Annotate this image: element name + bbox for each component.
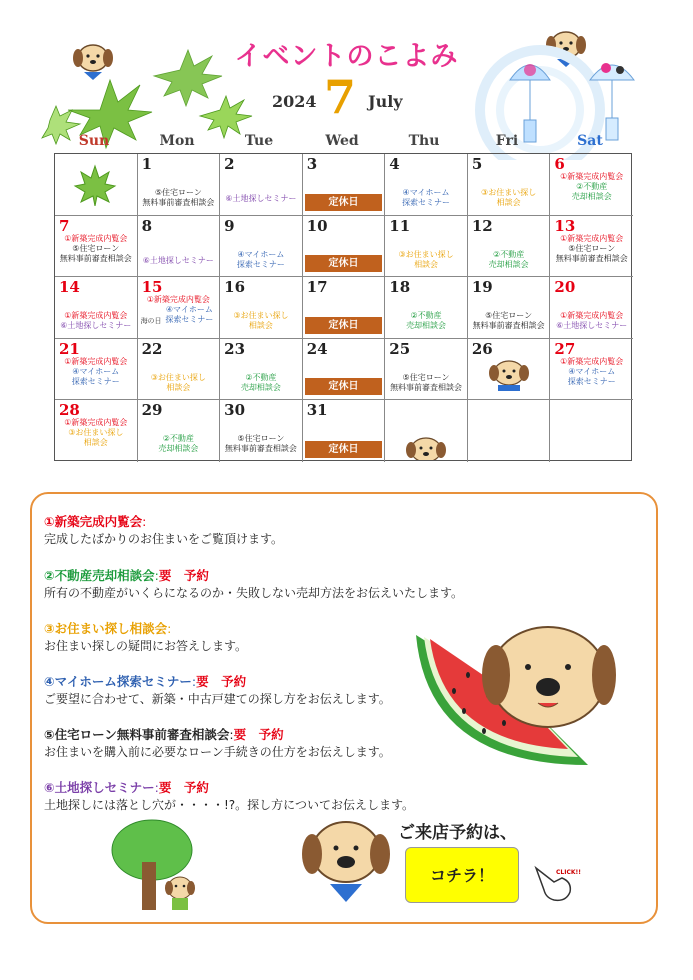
calendar-cell [550,216,633,278]
day-number: 23 [224,339,246,358]
legend-item-title [44,566,209,584]
day-number: 31 [306,401,328,420]
closed-day-badge: 定休日 [305,194,383,211]
closed-day-badge: 定休日 [305,378,383,395]
event-label: ③お住まい探し [398,249,454,259]
event-label: 相談会 [166,382,191,392]
event-label: 売却相談会 [488,259,529,269]
calendar-cell [385,216,468,278]
closed-day-badge: 定休日 [305,441,383,458]
day-number: 22 [141,339,163,358]
event-label: 無料事前審査相談会 [390,382,463,392]
calendar-cell [385,277,468,339]
legend-title-text: ④マイホーム探索セミナー [44,674,192,689]
day-number: 30 [224,401,246,420]
event-label: ⑤住宅ローン [402,372,450,382]
day-number: 12 [471,216,493,235]
calendar-cell [55,216,138,278]
legend-item-description: お住まいを購入前に必要なローン手続きの仕方をお伝えします。 [44,745,391,759]
calendar-cell [220,400,303,462]
event-label: 無料事前審査相談会 [142,198,215,207]
legend-title-text: ⑤住宅ローン無料事前審査相談会 [44,727,230,742]
day-number: 7 [59,216,70,235]
event-label: ⑥土地探しセミナー [556,321,628,331]
day-number: 28 [59,401,80,420]
event-label: ③お住まい探し [68,428,124,438]
weekday-thu: Thu [408,133,440,149]
legend-title-text: ⑥土地探しセミナー [44,780,155,795]
event-label: ①新築完成内覧会 [560,356,624,366]
calendar-cell [550,154,633,216]
event-label: ④マイホーム [237,249,285,259]
event-label: 無料事前審査相談会 [555,253,628,263]
event-label: ③お住まい探し [481,188,537,197]
closed-day-badge: 定休日 [305,255,383,272]
day-number: 20 [554,278,576,297]
pointing-hand-icon [532,860,578,906]
event-label: ②不動産 [576,182,608,191]
event-label: ①新築完成内覧会 [560,311,624,321]
event-label: ④マイホーム [568,366,616,376]
tree-dog-illustration [108,818,204,914]
calendar-cell [550,400,633,462]
calendar-cell [303,277,386,339]
calendar-cell [385,154,468,216]
reservation-required-label: 要 予約 [196,674,247,689]
reservation-dog-icon [300,810,392,910]
event-label: 相談会 [248,321,273,331]
day-number: 8 [141,216,152,235]
day-number: 24 [306,339,328,358]
reservation-required-label: 要 予約 [158,780,209,795]
legend-item-description: 完成したばかりのお住まいをご覧頂けます。 [44,532,284,546]
day-number: 29 [141,401,163,420]
event-label: ②不動産 [245,372,277,382]
day-number: 13 [554,216,576,235]
click-label: CLICK!! [556,869,581,876]
legend-item-title [44,778,209,796]
weekday-mon: Mon [159,133,195,149]
calendar-cell [468,216,551,278]
legend-separator: : [191,674,197,689]
day-number: 5 [471,155,483,173]
event-label: ②不動産 [493,249,525,259]
legend-title-text: ①新築完成内覧会 [44,514,143,529]
event-label: ①新築完成内覧会 [560,172,624,181]
event-label: ①新築完成内覧会 [64,233,128,243]
event-label: ④マイホーム [165,305,213,315]
event-label: ①新築完成内覧会 [64,418,128,428]
day-number: 25 [389,339,411,358]
day-number: 11 [389,216,411,235]
day-number: 14 [59,278,80,297]
weekday-sat: Sat [577,133,603,149]
calendar-grid [54,153,632,461]
event-label: ③お住まい探し [233,311,289,321]
calendar-cell [55,277,138,339]
day-number: 9 [224,216,235,235]
reservation-required-label: 要 予約 [158,568,209,583]
legend-separator: : [154,568,159,583]
weekday-sun: Sun [78,133,110,149]
weekday-fri: Fri [495,133,519,149]
calendar-cell [303,339,386,401]
event-label: 売却相談会 [571,192,612,201]
day-number: 17 [306,278,328,297]
day-number: 4 [389,155,400,173]
event-label: ③お住まい探し [150,372,206,382]
calendar-cell [220,339,303,401]
calendar-cell [468,400,551,462]
event-label: ②不動産 [410,311,442,321]
event-label: 無料事前審査相談会 [224,444,297,454]
day-number: 15 [141,278,163,297]
legend-separator: : [154,780,159,795]
day-number: 3 [306,155,318,173]
legend-item-description: 土地探しには落とし穴が・・・・!?。探し方についてお伝えします。 [44,798,414,812]
calendar-cell [303,154,386,216]
event-label: 無料事前審査相談会 [59,253,132,263]
legend-title-text: ②不動産売却相談会 [44,568,155,583]
calendar-cell [55,154,138,216]
legend-separator: : [142,514,147,529]
legend-item-description: お住まい探しの疑問にお答えします。 [44,639,248,653]
calendar-cell [385,339,468,401]
event-label: 売却相談会 [158,444,199,454]
calendar-cell [138,216,221,278]
calendar-cell [550,277,633,339]
event-label: ⑤住宅ローン [72,243,120,253]
day-number: 2 [224,155,235,173]
weekday-tue: Tue [244,133,274,149]
event-label: ⑥土地探しセミナー [60,321,132,331]
event-label: 相談会 [496,198,521,207]
calendar-cell [468,154,551,216]
closed-day-badge: 定休日 [305,317,383,334]
reservation-button[interactable]: コチラ！ [405,847,519,903]
day-number: 10 [306,216,328,235]
calendar-cell [138,339,221,401]
calendar-cell [303,400,386,462]
event-label: 売却相談会 [240,382,281,392]
event-label: ①新築完成内覧会 [64,311,128,321]
legend-item-description: ご要望に合わせて、新築・中古戸建ての探し方をお伝えします。 [44,692,391,706]
event-label: ⑤住宅ローン [485,311,533,321]
day-number: 26 [471,339,493,358]
reservation-prompt: ご来店予約は、 [398,823,517,843]
day-number: 27 [554,339,576,358]
event-label: ⑤住宅ローン [568,243,616,253]
legend-title-text: ③お住まい探し相談会 [44,621,168,636]
calendar-cell [138,277,221,339]
calendar-year: 2024 [272,92,317,111]
calendar-cell [220,216,303,278]
event-label: 売却相談会 [406,321,447,331]
day-number: 21 [59,339,80,358]
event-label: 相談会 [414,259,439,269]
event-label: 探索セミナー [567,376,616,386]
day-number: 18 [389,278,411,297]
legend-item-title [44,672,246,690]
event-label: 相談会 [83,438,108,448]
calendar-cell [303,216,386,278]
weekday-wed: Wed [325,133,359,149]
event-label: ⑥土地探しセミナー [225,194,297,203]
calendar-cell [220,277,303,339]
event-label: 探索セミナー [165,315,214,325]
day-number: 16 [224,278,246,297]
day-number: 19 [471,278,493,297]
calendar-cell [138,154,221,216]
calendar-cell [385,400,468,462]
legend-separator: : [229,727,234,742]
page-title: イベントのこよみ [234,41,459,72]
dog-mascot-icon [401,430,451,460]
calendar-cell [550,339,633,401]
event-label: ①新築完成内覧会 [64,356,128,366]
legend-item-title [44,512,146,530]
calendar-cell [220,154,303,216]
day-number: 1 [141,155,152,173]
event-label: ②不動産 [162,434,194,444]
calendar-month-name: July [368,92,403,111]
watermelon-dog-illustration [408,615,616,775]
legend-item-title [44,619,171,637]
calendar-cell [468,277,551,339]
event-label: ④マイホーム [72,366,120,376]
event-label: 探索セミナー [402,198,451,207]
calendar-cell [138,400,221,462]
maple-leaf-icon [73,164,117,206]
event-label: 探索セミナー [71,376,120,386]
calendar-month-number: 7 [324,70,357,124]
calendar-cell [55,400,138,462]
reservation-required-label: 要 予約 [233,727,284,742]
event-label: ④マイホーム [402,188,450,197]
day-number: 6 [554,155,565,173]
event-label: ①新築完成内覧会 [560,233,624,243]
event-label: ⑤住宅ローン [154,188,202,197]
legend-item-title [44,725,284,743]
event-label: 無料事前審査相談会 [472,321,545,331]
legend-item-description: 所有の不動産がいくらになるのか・失敗しない売却方法をお伝えいたします。 [44,586,464,600]
event-label: ⑥土地探しセミナー [142,255,214,265]
calendar-cell [468,339,551,401]
holiday-label: 海の日 [140,316,162,325]
legend-separator: : [167,621,172,636]
event-label: ①新築完成内覧会 [146,295,210,305]
calendar-cell [55,339,138,401]
event-label: 探索セミナー [236,259,285,269]
dog-mascot-icon [484,355,534,395]
event-label: ⑤住宅ローン [237,434,285,444]
